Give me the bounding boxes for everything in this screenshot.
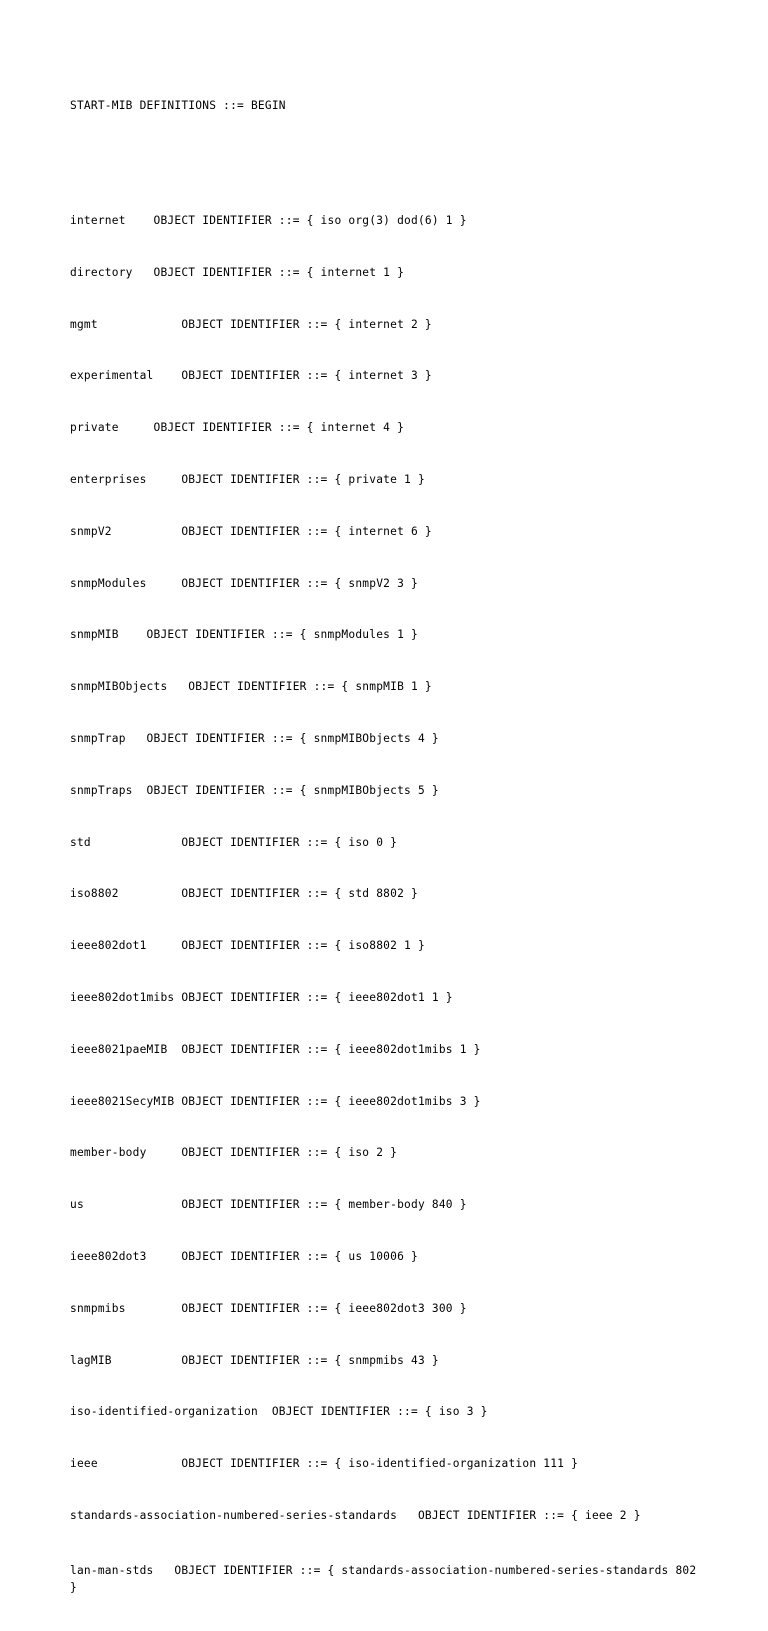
definition-line: iso8802 OBJECT IDENTIFIER ::= { std 8802 } [70,887,418,901]
definition-line: standards-association-numbered-series-standards OBJECT IDENTIFIER ::= { ieee 2 } [70,1508,641,1522]
definition-line: std OBJECT IDENTIFIER ::= { iso 0 } [70,835,398,849]
definition-line: snmpV2 OBJECT IDENTIFIER ::= { internet 6 } [70,524,432,538]
definition-line: snmpMIBObjects OBJECT IDENTIFIER ::= { snmpMIB 1 } [70,680,432,694]
definition-line-wrapped: lan-man-stds OBJECT IDENTIFIER ::= { standards-association-numbered-series-standards 802 } [70,1563,704,1595]
document-title-line: START-MIB DEFINITIONS ::= BEGIN [70,98,286,112]
definition-line: enterprises OBJECT IDENTIFIER ::= { private 1 } [70,473,425,486]
definition-line: snmpModules OBJECT IDENTIFIER ::= { snmpV2 3 } [70,576,418,590]
definition-line: directory OBJECT IDENTIFIER ::= { internet 1 } [70,265,405,279]
document-text-body [70,66,704,1630]
definition-line: snmpMIB OBJECT IDENTIFIER ::= { snmpModules 1 } [70,628,418,642]
definition-line: snmpTrap OBJECT IDENTIFIER ::= { snmpMIBObjects 4 } [70,731,439,745]
definition-line: snmpmibs OBJECT IDENTIFIER ::= { ieee802dot3 300 } [70,1301,467,1315]
definition-line: experimental OBJECT IDENTIFIER ::= { internet 3 } [70,369,432,383]
definition-line: snmpTraps OBJECT IDENTIFIER ::= { snmpMIBObjects 5 } [70,783,439,797]
definition-line: ieee802dot1 OBJECT IDENTIFIER ::= { iso8802 1 } [70,939,425,953]
definition-line: private OBJECT IDENTIFIER ::= { internet 4 } [70,421,405,435]
definition-line: ieee802dot1mibs OBJECT IDENTIFIER ::= { ieee802dot1 1 } [70,990,453,1004]
definition-line: member-body OBJECT IDENTIFIER ::= { iso 2 } [70,1146,398,1160]
definition-line: internet OBJECT IDENTIFIER ::= { iso org(3) dod(6) 1 } [70,214,467,228]
definition-line: us OBJECT IDENTIFIER ::= { member-body 840 } [70,1198,467,1212]
definition-line: ieee8021paeMIB OBJECT IDENTIFIER ::= { ieee802dot1mibs 1 } [70,1042,481,1056]
definition-line: lagMIB OBJECT IDENTIFIER ::= { snmpmibs 43 } [70,1353,439,1367]
definition-line: iso-identified-organization OBJECT IDENTIFIER ::= { iso 3 } [70,1405,488,1419]
definition-line: ieee8021SecyMIB OBJECT IDENTIFIER ::= { ieee802dot1mibs 3 } [70,1094,481,1108]
definition-line: mgmt OBJECT IDENTIFIER ::= { internet 2 } [70,317,432,331]
blank-line [70,151,698,181]
definition-line: ieee802dot3 OBJECT IDENTIFIER ::= { us 10006 } [70,1249,418,1263]
definition-line: ieee OBJECT IDENTIFIER ::= { iso-identified-organization 111 } [70,1457,579,1471]
